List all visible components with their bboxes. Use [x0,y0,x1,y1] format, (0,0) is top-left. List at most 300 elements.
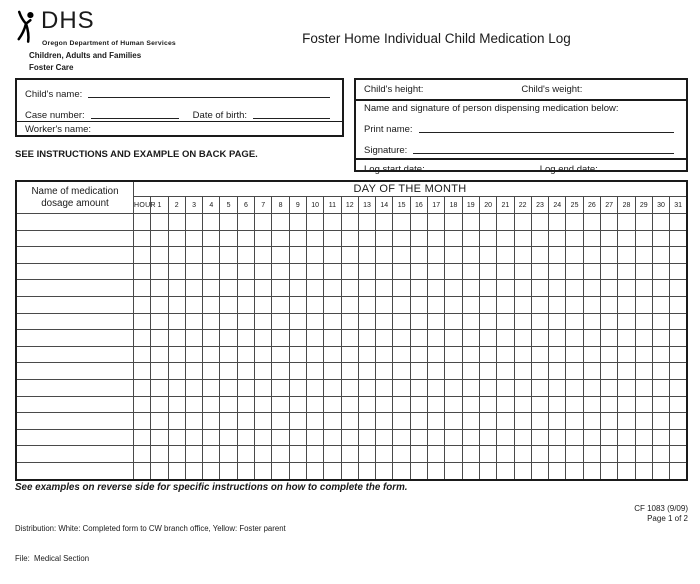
day-cell[interactable] [428,413,445,430]
day-cell[interactable] [220,230,237,247]
day-cell[interactable] [618,396,635,413]
day-cell[interactable] [445,296,462,313]
day-cell[interactable] [479,330,496,347]
day-cell[interactable] [255,413,272,430]
day-cell[interactable] [428,247,445,264]
day-cell[interactable] [566,379,583,396]
day-cell[interactable] [185,363,202,380]
day-cell[interactable] [220,446,237,463]
day-cell[interactable] [324,230,341,247]
day-cell[interactable] [376,214,393,231]
day-cell[interactable] [203,363,220,380]
day-cell[interactable] [272,280,289,297]
day-cell[interactable] [635,429,652,446]
day-cell[interactable] [272,346,289,363]
day-cell[interactable] [358,429,375,446]
day-cell[interactable] [255,346,272,363]
day-cell[interactable] [203,230,220,247]
medication-name-cell[interactable] [16,313,134,330]
day-cell[interactable] [462,446,479,463]
day-cell[interactable] [618,313,635,330]
day-cell[interactable] [168,247,185,264]
day-cell[interactable] [635,363,652,380]
day-cell[interactable] [289,379,306,396]
day-cell[interactable] [601,263,618,280]
day-cell[interactable] [203,396,220,413]
day-cell[interactable] [445,413,462,430]
day-cell[interactable] [220,379,237,396]
day-cell[interactable] [376,429,393,446]
day-cell[interactable] [428,429,445,446]
day-cell[interactable] [151,446,168,463]
day-cell[interactable] [168,396,185,413]
day-cell[interactable] [289,330,306,347]
day-cell[interactable] [289,462,306,479]
day-cell[interactable] [566,462,583,479]
medication-name-cell[interactable] [16,396,134,413]
day-cell[interactable] [220,247,237,264]
day-cell[interactable] [376,247,393,264]
day-cell[interactable] [652,214,669,231]
day-cell[interactable] [393,462,410,479]
day-cell[interactable] [376,263,393,280]
day-cell[interactable] [462,346,479,363]
date-of-birth-field[interactable] [253,106,330,119]
day-cell[interactable] [549,280,566,297]
day-cell[interactable] [341,413,358,430]
medication-name-cell[interactable] [16,429,134,446]
day-cell[interactable] [514,379,531,396]
day-cell[interactable] [497,379,514,396]
day-cell[interactable] [618,296,635,313]
day-cell[interactable] [220,429,237,446]
day-cell[interactable] [168,296,185,313]
day-cell[interactable] [497,330,514,347]
day-cell[interactable] [531,247,548,264]
day-cell[interactable] [566,313,583,330]
signature-field[interactable] [413,141,674,154]
day-cell[interactable] [289,296,306,313]
day-cell[interactable] [168,280,185,297]
day-cell[interactable] [497,230,514,247]
day-cell[interactable] [220,214,237,231]
day-cell[interactable] [324,396,341,413]
day-cell[interactable] [376,296,393,313]
day-cell[interactable] [635,379,652,396]
day-cell[interactable] [462,379,479,396]
day-cell[interactable] [289,446,306,463]
day-cell[interactable] [566,280,583,297]
day-cell[interactable] [306,330,323,347]
day-cell[interactable] [220,313,237,330]
day-cell[interactable] [185,429,202,446]
day-cell[interactable] [306,313,323,330]
day-cell[interactable] [237,462,254,479]
print-name-field[interactable] [419,120,674,133]
day-cell[interactable] [237,263,254,280]
day-cell[interactable] [393,413,410,430]
day-cell[interactable] [324,429,341,446]
day-cell[interactable] [618,247,635,264]
day-cell[interactable] [272,313,289,330]
day-cell[interactable] [220,413,237,430]
day-cell[interactable] [652,379,669,396]
day-cell[interactable] [410,462,427,479]
day-cell[interactable] [341,363,358,380]
day-cell[interactable] [583,413,600,430]
workers-name-field[interactable] [97,123,330,135]
day-cell[interactable] [324,263,341,280]
day-cell[interactable] [462,296,479,313]
day-cell[interactable] [203,214,220,231]
day-cell[interactable] [324,214,341,231]
day-cell[interactable] [618,429,635,446]
medication-name-cell[interactable] [16,214,134,231]
day-cell[interactable] [255,396,272,413]
day-cell[interactable] [410,346,427,363]
day-cell[interactable] [635,280,652,297]
day-cell[interactable] [618,230,635,247]
day-cell[interactable] [358,247,375,264]
day-cell[interactable] [514,214,531,231]
day-cell[interactable] [306,280,323,297]
day-cell[interactable] [376,346,393,363]
day-cell[interactable] [428,280,445,297]
day-cell[interactable] [410,263,427,280]
day-cell[interactable] [635,263,652,280]
day-cell[interactable] [445,429,462,446]
day-cell[interactable] [497,263,514,280]
medication-name-cell[interactable] [16,413,134,430]
day-cell[interactable] [497,446,514,463]
day-cell[interactable] [549,247,566,264]
day-cell[interactable] [237,346,254,363]
day-cell[interactable] [237,429,254,446]
day-cell[interactable] [203,346,220,363]
day-cell[interactable] [324,363,341,380]
day-cell[interactable] [601,413,618,430]
day-cell[interactable] [272,247,289,264]
day-cell[interactable] [479,280,496,297]
day-cell[interactable] [393,296,410,313]
day-cell[interactable] [151,263,168,280]
day-cell[interactable] [237,413,254,430]
day-cell[interactable] [341,296,358,313]
day-cell[interactable] [255,280,272,297]
day-cell[interactable] [376,230,393,247]
day-cell[interactable] [151,330,168,347]
day-cell[interactable] [514,296,531,313]
day-cell[interactable] [531,462,548,479]
hour-cell[interactable] [134,214,151,231]
day-cell[interactable] [237,313,254,330]
day-cell[interactable] [549,396,566,413]
hour-cell[interactable] [134,363,151,380]
day-cell[interactable] [255,313,272,330]
day-cell[interactable] [531,396,548,413]
day-cell[interactable] [618,214,635,231]
day-cell[interactable] [618,379,635,396]
day-cell[interactable] [237,247,254,264]
day-cell[interactable] [497,363,514,380]
day-cell[interactable] [410,363,427,380]
day-cell[interactable] [324,413,341,430]
day-cell[interactable] [393,446,410,463]
medication-name-cell[interactable] [16,263,134,280]
day-cell[interactable] [618,280,635,297]
day-cell[interactable] [549,263,566,280]
day-cell[interactable] [151,429,168,446]
day-cell[interactable] [670,330,687,347]
day-cell[interactable] [272,230,289,247]
day-cell[interactable] [618,446,635,463]
day-cell[interactable] [185,379,202,396]
day-cell[interactable] [635,296,652,313]
day-cell[interactable] [358,296,375,313]
day-cell[interactable] [185,396,202,413]
day-cell[interactable] [583,346,600,363]
day-cell[interactable] [185,230,202,247]
day-cell[interactable] [566,330,583,347]
day-cell[interactable] [255,363,272,380]
day-cell[interactable] [324,462,341,479]
day-cell[interactable] [255,330,272,347]
day-cell[interactable] [670,446,687,463]
hour-cell[interactable] [134,462,151,479]
day-cell[interactable] [255,446,272,463]
day-cell[interactable] [445,263,462,280]
day-cell[interactable] [462,263,479,280]
day-cell[interactable] [670,429,687,446]
day-cell[interactable] [514,230,531,247]
day-cell[interactable] [220,462,237,479]
day-cell[interactable] [237,280,254,297]
day-cell[interactable] [428,446,445,463]
day-cell[interactable] [185,330,202,347]
day-cell[interactable] [583,379,600,396]
day-cell[interactable] [635,330,652,347]
day-cell[interactable] [272,379,289,396]
day-cell[interactable] [583,462,600,479]
day-cell[interactable] [601,346,618,363]
day-cell[interactable] [531,379,548,396]
day-cell[interactable] [203,462,220,479]
day-cell[interactable] [652,313,669,330]
day-cell[interactable] [635,396,652,413]
day-cell[interactable] [479,429,496,446]
medication-name-cell[interactable] [16,379,134,396]
day-cell[interactable] [652,396,669,413]
day-cell[interactable] [462,413,479,430]
day-cell[interactable] [428,462,445,479]
day-cell[interactable] [220,346,237,363]
day-cell[interactable] [583,313,600,330]
day-cell[interactable] [583,330,600,347]
day-cell[interactable] [549,296,566,313]
day-cell[interactable] [652,247,669,264]
day-cell[interactable] [151,462,168,479]
day-cell[interactable] [670,296,687,313]
day-cell[interactable] [410,396,427,413]
day-cell[interactable] [635,446,652,463]
day-cell[interactable] [583,247,600,264]
day-cell[interactable] [652,263,669,280]
day-cell[interactable] [670,214,687,231]
day-cell[interactable] [358,363,375,380]
day-cell[interactable] [514,396,531,413]
day-cell[interactable] [549,413,566,430]
day-cell[interactable] [358,313,375,330]
day-cell[interactable] [203,280,220,297]
day-cell[interactable] [306,214,323,231]
day-cell[interactable] [220,263,237,280]
medication-name-cell[interactable] [16,296,134,313]
day-cell[interactable] [168,446,185,463]
day-cell[interactable] [445,330,462,347]
day-cell[interactable] [566,396,583,413]
day-cell[interactable] [635,214,652,231]
day-cell[interactable] [393,247,410,264]
day-cell[interactable] [151,313,168,330]
day-cell[interactable] [237,230,254,247]
day-cell[interactable] [410,214,427,231]
day-cell[interactable] [185,346,202,363]
childs-name-field[interactable] [88,85,330,98]
day-cell[interactable] [410,330,427,347]
day-cell[interactable] [514,462,531,479]
day-cell[interactable] [289,230,306,247]
day-cell[interactable] [428,230,445,247]
hour-cell[interactable] [134,313,151,330]
medication-name-cell[interactable] [16,280,134,297]
day-cell[interactable] [566,346,583,363]
day-cell[interactable] [462,363,479,380]
day-cell[interactable] [272,462,289,479]
day-cell[interactable] [341,247,358,264]
day-cell[interactable] [514,280,531,297]
day-cell[interactable] [393,346,410,363]
day-cell[interactable] [652,230,669,247]
day-cell[interactable] [168,379,185,396]
day-cell[interactable] [514,263,531,280]
day-cell[interactable] [185,313,202,330]
day-cell[interactable] [168,330,185,347]
day-cell[interactable] [445,446,462,463]
day-cell[interactable] [220,296,237,313]
day-cell[interactable] [583,263,600,280]
day-cell[interactable] [168,413,185,430]
day-cell[interactable] [428,379,445,396]
day-cell[interactable] [531,330,548,347]
day-cell[interactable] [185,247,202,264]
hour-cell[interactable] [134,280,151,297]
day-cell[interactable] [255,263,272,280]
day-cell[interactable] [445,462,462,479]
day-cell[interactable] [255,379,272,396]
day-cell[interactable] [601,280,618,297]
day-cell[interactable] [531,446,548,463]
day-cell[interactable] [306,263,323,280]
hour-cell[interactable] [134,396,151,413]
day-cell[interactable] [203,247,220,264]
day-cell[interactable] [306,429,323,446]
day-cell[interactable] [479,379,496,396]
day-cell[interactable] [601,247,618,264]
day-cell[interactable] [514,363,531,380]
hour-cell[interactable] [134,230,151,247]
day-cell[interactable] [289,429,306,446]
day-cell[interactable] [514,446,531,463]
day-cell[interactable] [670,363,687,380]
day-cell[interactable] [670,230,687,247]
day-cell[interactable] [652,429,669,446]
day-cell[interactable] [376,396,393,413]
day-cell[interactable] [358,330,375,347]
day-cell[interactable] [237,330,254,347]
day-cell[interactable] [601,230,618,247]
day-cell[interactable] [531,214,548,231]
day-cell[interactable] [255,214,272,231]
day-cell[interactable] [497,346,514,363]
day-cell[interactable] [324,296,341,313]
day-cell[interactable] [358,346,375,363]
day-cell[interactable] [272,330,289,347]
day-cell[interactable] [583,230,600,247]
medication-name-cell[interactable] [16,230,134,247]
day-cell[interactable] [341,280,358,297]
day-cell[interactable] [272,263,289,280]
day-cell[interactable] [289,346,306,363]
day-cell[interactable] [376,330,393,347]
day-cell[interactable] [289,263,306,280]
day-cell[interactable] [618,413,635,430]
day-cell[interactable] [566,413,583,430]
day-cell[interactable] [566,296,583,313]
day-cell[interactable] [428,396,445,413]
day-cell[interactable] [514,330,531,347]
day-cell[interactable] [237,379,254,396]
day-cell[interactable] [445,396,462,413]
day-cell[interactable] [306,247,323,264]
day-cell[interactable] [652,413,669,430]
day-cell[interactable] [670,247,687,264]
day-cell[interactable] [151,346,168,363]
day-cell[interactable] [151,214,168,231]
day-cell[interactable] [566,446,583,463]
day-cell[interactable] [393,429,410,446]
day-cell[interactable] [479,214,496,231]
day-cell[interactable] [168,214,185,231]
day-cell[interactable] [203,446,220,463]
day-cell[interactable] [306,413,323,430]
day-cell[interactable] [272,363,289,380]
day-cell[interactable] [306,363,323,380]
day-cell[interactable] [583,429,600,446]
day-cell[interactable] [670,263,687,280]
day-cell[interactable] [635,313,652,330]
day-cell[interactable] [341,462,358,479]
day-cell[interactable] [635,230,652,247]
day-cell[interactable] [583,363,600,380]
day-cell[interactable] [289,280,306,297]
day-cell[interactable] [428,313,445,330]
day-cell[interactable] [185,280,202,297]
day-cell[interactable] [168,230,185,247]
day-cell[interactable] [376,413,393,430]
day-cell[interactable] [670,313,687,330]
day-cell[interactable] [497,462,514,479]
day-cell[interactable] [358,263,375,280]
